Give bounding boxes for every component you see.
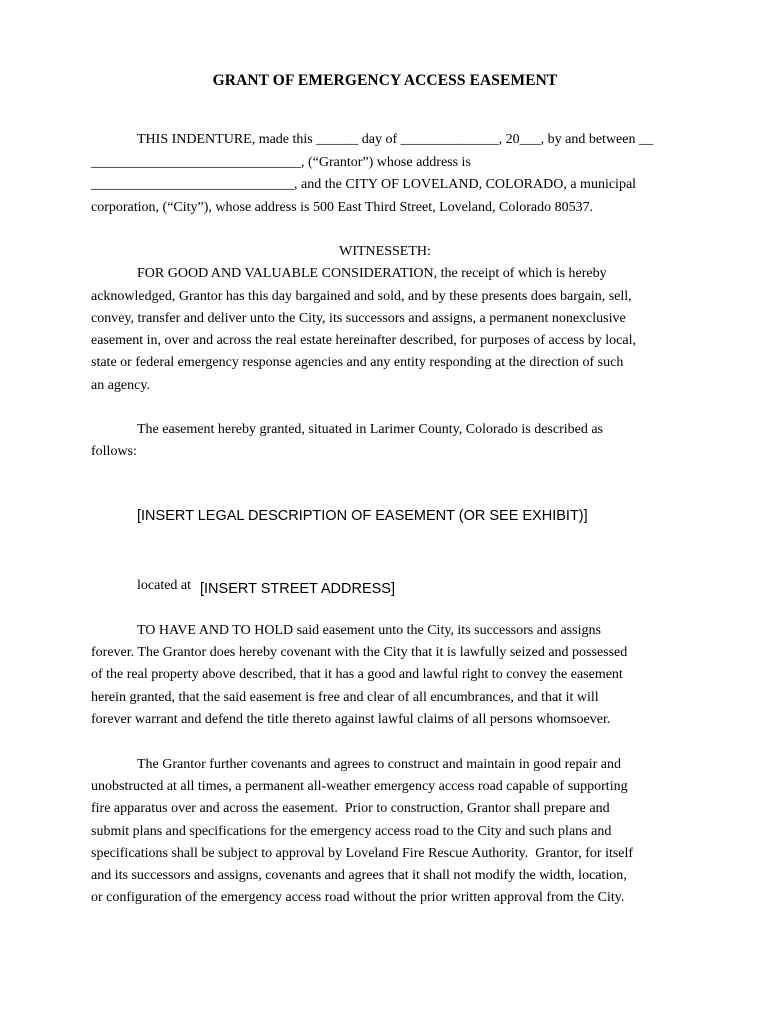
intro-line-2: ______________________________, (“Grantor”) whose address is [91, 155, 471, 170]
covenant-line-3: fire apparatus over and across the easement. Prior to construction, Grantor shall prepare and [91, 801, 610, 816]
covenant-line-5: specifications shall be subject to approval by Loveland Fire Rescue Authority. Grantor, for itself [91, 846, 634, 861]
description-line-2: follows: [91, 444, 137, 459]
covenant-line-2: unobstructed at all times, a permanent all-weather emergency access road capable of supporting [91, 779, 628, 794]
legal-description-placeholder: [INSERT LEGAL DESCRIPTION OF EASEMENT (OR SEE EXHIBIT)] [137, 508, 588, 524]
habendum-line-5: forever warrant and defend the title thereto against lawful claims of all persons whomsoever. [91, 712, 611, 727]
grant-line-5: state or federal emergency response agencies and any entity responding at the direction of such [91, 355, 624, 370]
grant-line-6: an agency. [91, 378, 150, 393]
habendum-line-4: herein granted, that the said easement is free and clear of all encumbrances, and that it will [91, 690, 599, 705]
witnesseth-heading: WITNESSETH: [339, 244, 431, 259]
intro-line-4: corporation, (“City”), whose address is 500 East Third Street, Loveland, Colorado 80537. [91, 200, 594, 215]
grant-line-2: acknowledged, Grantor has this day bargained and sold, and by these presents does bargain, sell, [91, 289, 632, 304]
intro-line-3: _____________________________, and the CITY OF LOVELAND, COLORADO, a municipal [91, 177, 637, 192]
habendum-line-1: TO HAVE AND TO HOLD said easement unto the City, its successors and assigns [137, 623, 601, 638]
covenant-line-1: The Grantor further covenants and agrees to construct and maintain in good repair and [137, 757, 621, 772]
located-at-label: located at [137, 578, 192, 593]
habendum-line-2: forever. The Grantor does hereby covenant with the City that it is lawfully seized and possessed [91, 645, 628, 660]
covenant-line-4: submit plans and specifications for the emergency access road to the City and such plans and [91, 824, 612, 839]
document-title: GRANT OF EMERGENCY ACCESS EASEMENT [212, 72, 558, 89]
description-line-1: The easement hereby granted, situated in Larimer County, Colorado is described as [137, 422, 603, 437]
covenant-line-7: or configuration of the emergency access road without the prior written approval from the City. [91, 890, 625, 905]
covenant-line-6: and its successors and assigns, covenants and agrees that it shall not modify the width, location, [91, 868, 627, 883]
intro-line-1: THIS INDENTURE, made this ______ day of ______________, 20___, by and between __ [137, 132, 653, 147]
street-address-placeholder: [INSERT STREET ADDRESS] [200, 581, 395, 597]
grant-line-3: convey, transfer and deliver unto the City, its successors and assigns, a permanent nonexclusive [91, 311, 626, 326]
habendum-line-3: of the real property above described, that it has a good and lawful right to convey the easement [91, 667, 623, 682]
grant-line-4: easement in, over and across the real estate hereinafter described, for purposes of access by local, [91, 333, 636, 348]
grant-line-1: FOR GOOD AND VALUABLE CONSIDERATION, the receipt of which is hereby [137, 266, 607, 281]
